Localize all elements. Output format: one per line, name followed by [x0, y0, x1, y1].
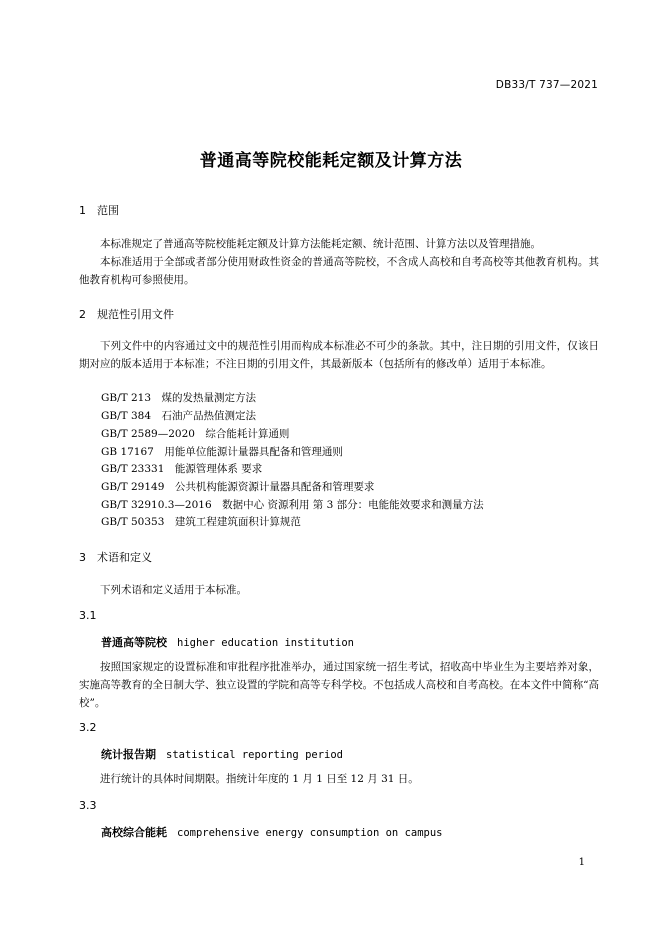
reference-item: GB/T 23331 能源管理体系 要求 [101, 463, 263, 475]
document-code: DB33/T 737—2021 [495, 79, 598, 91]
term-heading [101, 824, 443, 840]
terms-intro: 下列术语和定义适用于本标准。 [100, 584, 247, 596]
document-title: 普通高等院校能耗定额及计算方法 [199, 151, 463, 171]
reference-item: GB/T 32910.3—2016 数据中心 资源利用 第 3 部分：电能能效要求和测量方法 [101, 499, 484, 511]
section-number: 1 [79, 204, 86, 217]
section-title: 术语和定义 [97, 551, 152, 564]
reference-item: GB/T 29149 公共机构能源资源计量器具配备和管理要求 [101, 481, 375, 493]
term-number: 3.3 [79, 799, 97, 812]
term-en: higher education institution [177, 637, 355, 649]
scope-paragraph-2: 本标准适用于全部或者部分使用财政性资金的普通高等院校，不含成人高校和自考高校等其他教育机构。其他教育机构可参照使用。 [79, 256, 599, 286]
term-zh: 高校综合能耗 [101, 826, 167, 839]
term-zh: 普通高等院校 [101, 636, 167, 649]
references-intro: 下列文件中的内容通过文中的规范性引用而构成本标准必不可少的条款。其中，注日期的引用文件，仅该日期对应的版本适用于本标准；不注日期的引用文件，其最新版本（包括所有的修改单）适用于本标准。 [79, 340, 599, 370]
reference-item: GB/T 50353 建筑工程建筑面积计算规范 [101, 516, 301, 528]
reference-item: GB/T 384 石油产品热值测定法 [101, 410, 257, 422]
term-definition: 按照国家规定的设置标准和审批程序批准举办，通过国家统一招生考试，招收高中毕业生为主要培养对象，实施高等教育的全日制大学、独立设置的学院和高等专科学校。不包括成人高校和自考高校。在本文件中简称“高校”。 [79, 661, 599, 709]
section-number: 3 [79, 551, 86, 564]
term-heading [101, 746, 343, 762]
reference-item: GB 17167 用能单位能源计量器具配备和管理通则 [101, 446, 343, 458]
section-title: 范围 [97, 204, 119, 217]
term-heading [101, 634, 354, 650]
section-3-heading [79, 549, 152, 565]
section-number: 2 [79, 308, 86, 321]
section-2-heading [79, 306, 174, 322]
reference-item: GB/T 2589—2020 综合能耗计算通则 [101, 428, 290, 440]
term-en: comprehensive energy consumption on campus [177, 827, 443, 839]
term-definition: 进行统计的具体时间期限。指统计年度的 1 月 1 日至 12 月 31 日。 [100, 773, 419, 785]
term-number: 3.2 [79, 721, 97, 734]
section-1-heading [79, 202, 119, 218]
page-number: 1 [578, 857, 585, 868]
reference-item: GB/T 213 煤的发热量测定方法 [101, 392, 257, 404]
scope-paragraph-1: 本标准规定了普通高等院校能耗定额及计算方法能耗定额、统计范围、计算方法以及管理措施。 [100, 238, 541, 250]
term-zh: 统计报告期 [101, 748, 156, 761]
term-en: statistical reporting period [166, 749, 344, 761]
term-number: 3.1 [79, 609, 97, 622]
section-title: 规范性引用文件 [97, 308, 174, 321]
